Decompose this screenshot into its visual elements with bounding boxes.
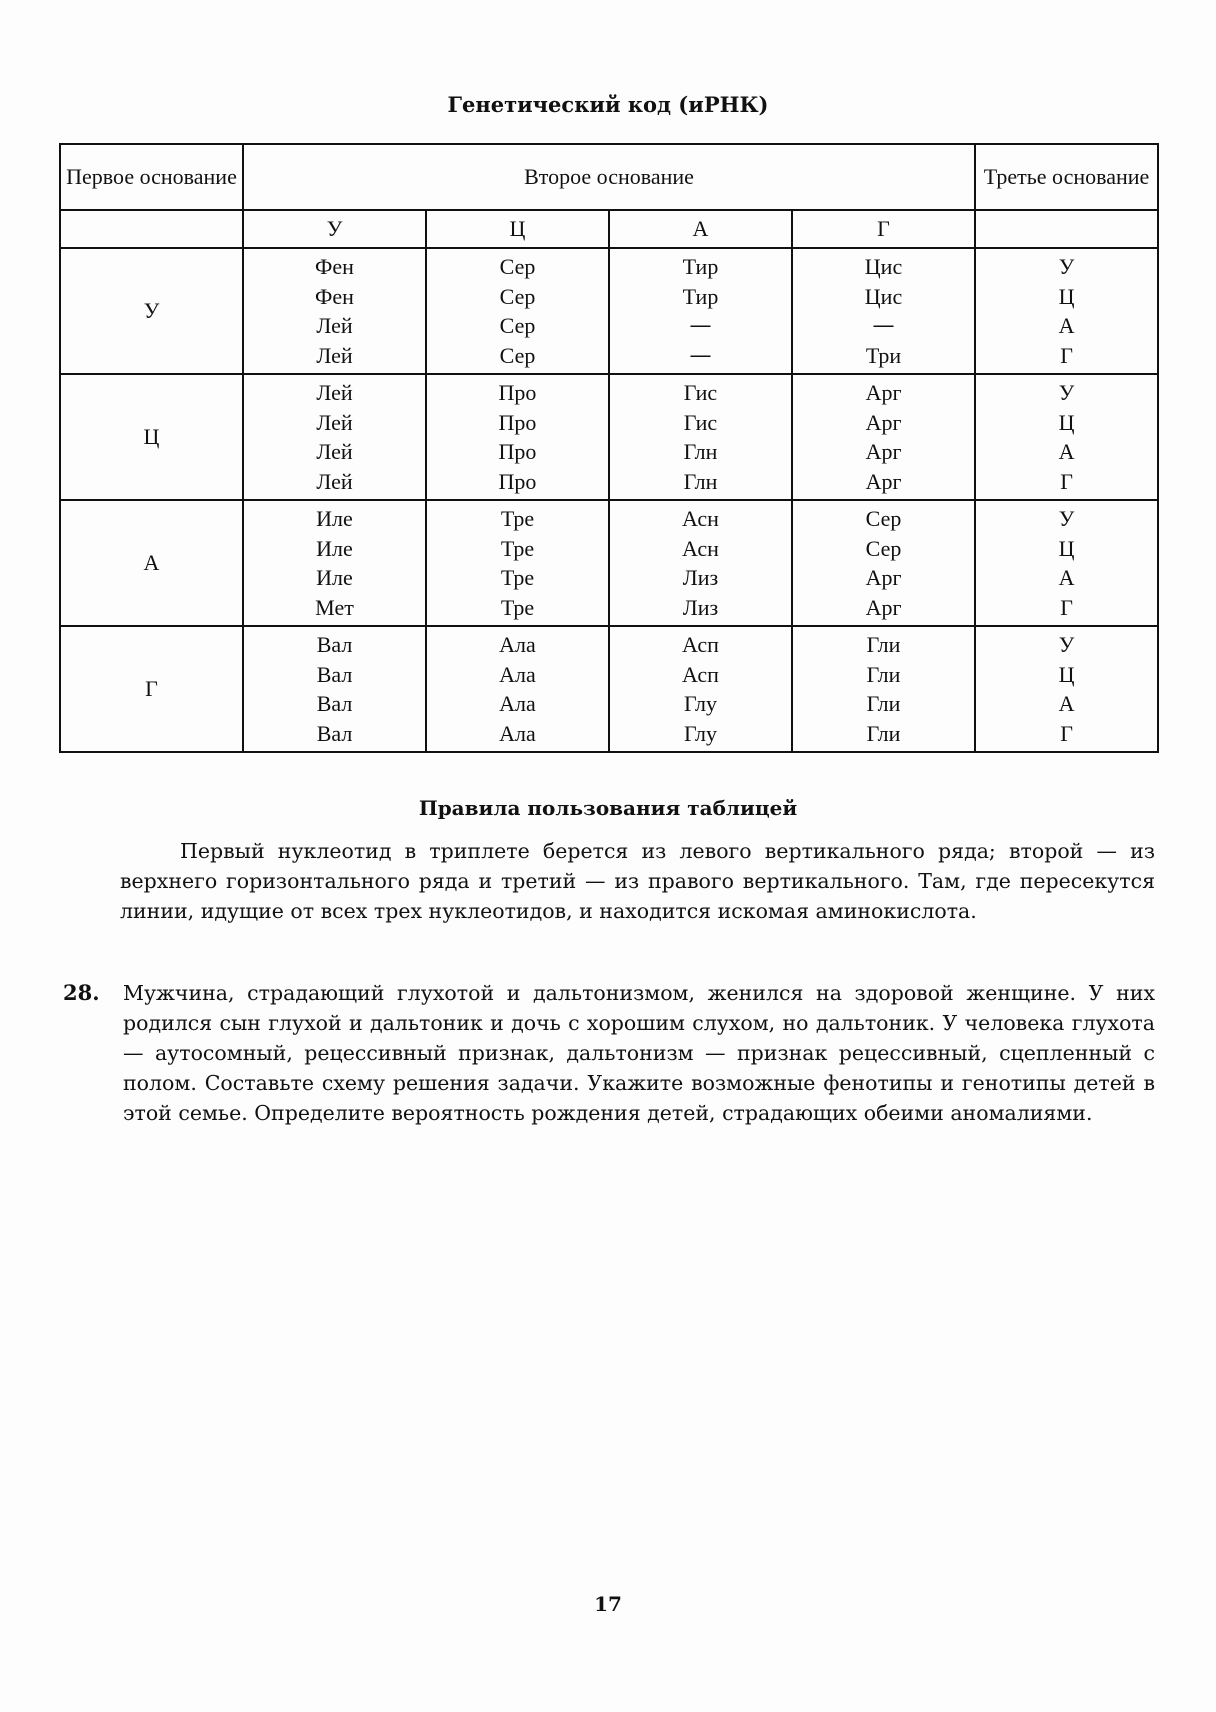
codon-group-row — [60, 374, 1158, 500]
amino-acid: Глу — [683, 720, 718, 746]
amino-acid: Про — [498, 409, 537, 435]
codon-group-row — [60, 248, 1158, 374]
amino-acid-cell — [609, 248, 792, 374]
amino-acid: Тир — [682, 254, 719, 279]
amino-acid-cell — [243, 500, 426, 626]
amino-acid: Ала — [499, 661, 536, 687]
amino-acid: Сер — [499, 283, 536, 309]
amino-acid-cell — [426, 248, 609, 374]
amino-acid-cell — [243, 248, 426, 374]
page-title: Генетический код (иРНК) — [447, 92, 769, 117]
rules-title: Правила пользования таблицей — [418, 796, 798, 820]
third-base-label: Ц — [1058, 409, 1075, 435]
header-first-base: Первое основание — [60, 144, 243, 210]
amino-acid: Арг — [865, 565, 902, 590]
amino-acid: Арг — [865, 468, 902, 494]
first-base-cell: А — [60, 500, 243, 626]
amino-acid: Иле — [316, 506, 353, 531]
amino-acid-cell — [792, 374, 975, 500]
amino-acid-cell — [426, 374, 609, 500]
amino-acid-cell — [243, 374, 426, 500]
amino-acid: Гли — [866, 632, 901, 657]
amino-acid: Про — [498, 380, 537, 405]
amino-acid: Цис — [864, 254, 903, 279]
amino-acid: Про — [498, 468, 537, 494]
amino-acid: Гли — [866, 691, 901, 716]
codon-group-row — [60, 626, 1158, 752]
genetic-code-table — [59, 143, 1159, 753]
amino-acid: Лиз — [682, 565, 719, 590]
second-base-label: Г — [792, 210, 975, 248]
third-base-label: Г — [1060, 342, 1073, 368]
third-base-label: Ц — [1058, 283, 1075, 309]
amino-acid: Фен — [315, 254, 354, 279]
amino-acid-cell — [426, 626, 609, 752]
rules-text: Первый нуклеотид в триплете берется из левого вертикального ряда; второй — из верхнего горизонтального ряда и третий — из правого вертикального. Там, где пересекутся линии, идущие от всех трех нуклеотидов, и находится искомая аминокислота. — [120, 839, 1155, 923]
amino-acid: Тре — [500, 594, 535, 620]
amino-acid: Цис — [864, 283, 903, 309]
amino-acid-cell — [609, 500, 792, 626]
second-base-label: Ц — [426, 210, 609, 248]
amino-acid: Сер — [865, 535, 902, 561]
amino-acid: Вал — [316, 720, 353, 746]
task-number: 28. — [63, 980, 100, 1005]
amino-acid: Асн — [682, 506, 719, 531]
amino-acid: Лей — [316, 342, 353, 368]
amino-acid: Гли — [866, 720, 901, 746]
amino-acid: Арг — [865, 439, 902, 464]
amino-acid: Ала — [499, 691, 536, 716]
header-third-base: Третье основание — [975, 144, 1158, 210]
amino-acid: Иле — [316, 535, 353, 561]
third-base-cell — [975, 500, 1158, 626]
amino-acid: Иле — [316, 565, 353, 590]
second-base-label: У — [243, 210, 426, 248]
second-base-label: А — [609, 210, 792, 248]
amino-acid: Вал — [316, 691, 353, 716]
amino-acid: Ала — [499, 632, 536, 657]
first-base-cell: Г — [60, 626, 243, 752]
amino-acid: Арг — [865, 594, 902, 620]
third-base-cell — [975, 626, 1158, 752]
header-second-base: Второе основание — [243, 144, 975, 210]
amino-acid: Глу — [683, 691, 718, 716]
amino-acid: Ала — [499, 720, 536, 746]
third-base-label: Ц — [1058, 661, 1075, 687]
amino-acid: — — [689, 313, 712, 338]
third-base-label: У — [1058, 254, 1075, 279]
amino-acid-cell — [426, 500, 609, 626]
page-number: 17 — [594, 1592, 622, 1616]
amino-acid-cell — [792, 626, 975, 752]
amino-acid: Гли — [866, 661, 901, 687]
amino-acid: Лей — [316, 468, 353, 494]
amino-acid: Асн — [682, 535, 719, 561]
amino-acid: Про — [498, 439, 537, 464]
third-base-label: А — [1058, 691, 1075, 716]
third-base-label: А — [1058, 313, 1075, 338]
amino-acid: Лиз — [682, 594, 719, 620]
amino-acid: Лей — [316, 409, 353, 435]
amino-acid: Тре — [500, 565, 535, 590]
amino-acid: Вал — [316, 632, 353, 657]
third-base-label: Г — [1060, 468, 1073, 494]
amino-acid: Тре — [500, 506, 535, 531]
amino-acid: Фен — [315, 283, 354, 309]
amino-acid: Асп — [682, 632, 719, 657]
third-base-label: Г — [1060, 720, 1073, 746]
amino-acid-cell — [792, 500, 975, 626]
amino-acid: Тир — [682, 283, 719, 309]
amino-acid: Глн — [683, 468, 718, 494]
third-base-label: А — [1058, 565, 1075, 590]
amino-acid-cell — [609, 374, 792, 500]
amino-acid: Вал — [316, 661, 353, 687]
amino-acid: Лей — [316, 439, 353, 464]
amino-acid: Мет — [315, 594, 354, 620]
third-base-label: У — [1058, 632, 1075, 657]
amino-acid-cell — [243, 626, 426, 752]
amino-acid: Глн — [683, 439, 718, 464]
third-base-label: Ц — [1058, 535, 1075, 561]
amino-acid: — — [689, 342, 712, 368]
amino-acid: Лей — [316, 380, 353, 405]
amino-acid: Сер — [499, 254, 536, 279]
task-text: Мужчина, страдающий глухотой и дальтонизмом, женился на здоровой женщине. У них родился сын глухой и дальтоник и дочь с хорошим слухом, но дальтоник. У человека глухота — аутосомный, рецессивный признак, дальтонизм — признак рецессивный, сцепленный с полом. Составьте схему решения задачи. Укажите возможные фенотипы и генотипы детей в этой семье. Определите вероятность рождения детей, страдающих обеими аномалиями. — [123, 981, 1155, 1125]
codon-group-row — [60, 500, 1158, 626]
subheader-empty-right — [975, 210, 1158, 248]
third-base-label: Г — [1060, 594, 1073, 620]
third-base-label: У — [1058, 380, 1075, 405]
first-base-cell: Ц — [60, 374, 243, 500]
amino-acid-cell — [609, 626, 792, 752]
subheader-empty-left — [60, 210, 243, 248]
third-base-label: А — [1058, 439, 1075, 464]
third-base-cell — [975, 248, 1158, 374]
amino-acid: Арг — [865, 380, 902, 405]
amino-acid: Гис — [683, 380, 718, 405]
amino-acid: Гис — [683, 409, 718, 435]
amino-acid: Три — [865, 342, 902, 368]
third-base-label: У — [1058, 506, 1075, 531]
amino-acid: Сер — [865, 506, 902, 531]
amino-acid-cell — [792, 248, 975, 374]
amino-acid: Сер — [499, 342, 536, 368]
amino-acid: Лей — [316, 313, 353, 338]
amino-acid: Сер — [499, 313, 536, 338]
first-base-cell: У — [60, 248, 243, 374]
amino-acid: Тре — [500, 535, 535, 561]
amino-acid: — — [872, 313, 895, 338]
amino-acid: Арг — [865, 409, 902, 435]
amino-acid: Асп — [682, 661, 719, 687]
third-base-cell — [975, 374, 1158, 500]
